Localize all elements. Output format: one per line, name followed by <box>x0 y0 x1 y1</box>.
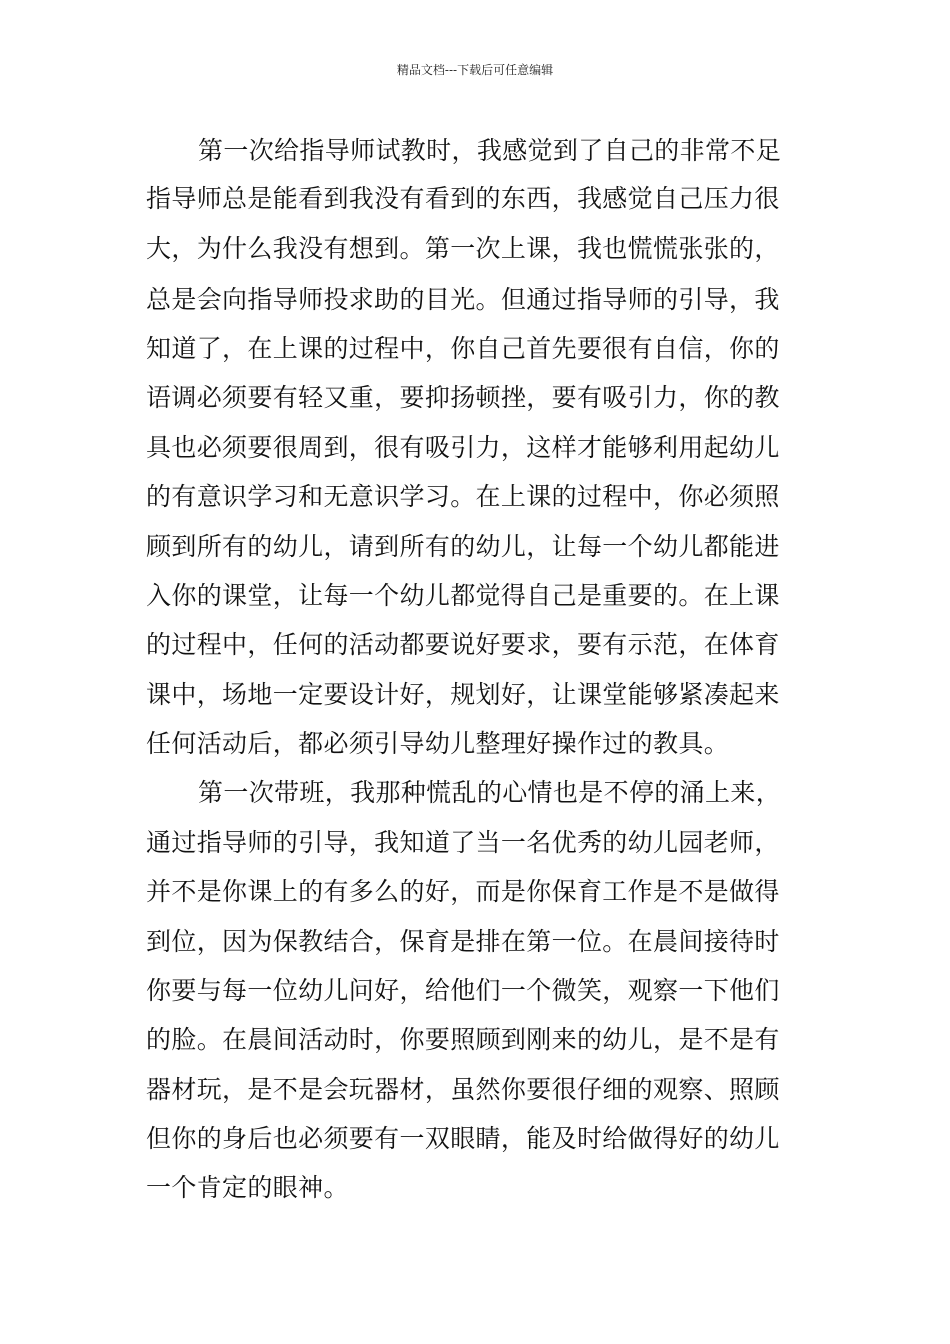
text-line: 但你的身后也必须要有一双眼睛，能及时给做得好的幼儿 <box>146 1124 780 1153</box>
text-line: 第一次给指导师试教时，我感觉到了自己的非常不足 <box>198 136 782 165</box>
text-line: 具也必须要很周到，很有吸引力，这样才能够利用起幼儿 <box>146 433 780 462</box>
text-line: 器材玩，是不是会玩器材，虽然你要很仔细的观察、照顾 <box>146 1075 780 1104</box>
page-header: 精品文档---下载后可任意编辑 <box>396 63 554 77</box>
text-line: 知道了，在上课的过程中，你自己首先要很有自信，你的 <box>146 334 780 363</box>
text-line: 并不是你课上的有多么的好，而是你保育工作是不是做得 <box>146 877 780 906</box>
text-line: 到位，因为保教结合，保育是排在第一位。在晨间接待时 <box>146 927 780 956</box>
text-line: 入你的课堂，让每一个幼儿都觉得自己是重要的。在上课 <box>146 581 780 610</box>
text-line: 通过指导师的引导，我知道了当一名优秀的幼儿园老师， <box>146 828 780 857</box>
text-line: 课中，场地一定要设计好，规划好，让课堂能够紧凑起来 <box>146 680 780 709</box>
text-line: 指导师总是能看到我没有看到的东西，我感觉自己压力很 <box>146 184 780 213</box>
text-line: 顾到所有的幼儿，请到所有的幼儿，让每一个幼儿都能进 <box>146 532 780 561</box>
text-line: 一个肯定的眼神。 <box>146 1173 349 1202</box>
text-line: 第一次带班，我那种慌乱的心情也是不停的涌上来， <box>198 778 782 807</box>
text-line: 总是会向指导师投求助的目光。但通过指导师的引导，我 <box>146 285 780 314</box>
text-line: 语调必须要有轻又重，要抑扬顿挫，要有吸引力，你的教 <box>146 383 780 412</box>
text-line: 大，为什么我没有想到。第一次上课，我也慌慌张张的， <box>146 234 780 263</box>
text-line: 的有意识学习和无意识学习。在上课的过程中，你必须照 <box>146 482 780 511</box>
text-line: 的脸。在晨间活动时，你要照顾到刚来的幼儿，是不是有 <box>146 1025 780 1054</box>
text-line: 你要与每一位幼儿问好，给他们一个微笑，观察一下他们 <box>146 976 780 1005</box>
text-line: 任何活动后，都必须引导幼儿整理好操作过的教具。 <box>146 729 730 758</box>
text-line: 的过程中，任何的活动都要说好要求，要有示范，在体育 <box>146 630 780 659</box>
